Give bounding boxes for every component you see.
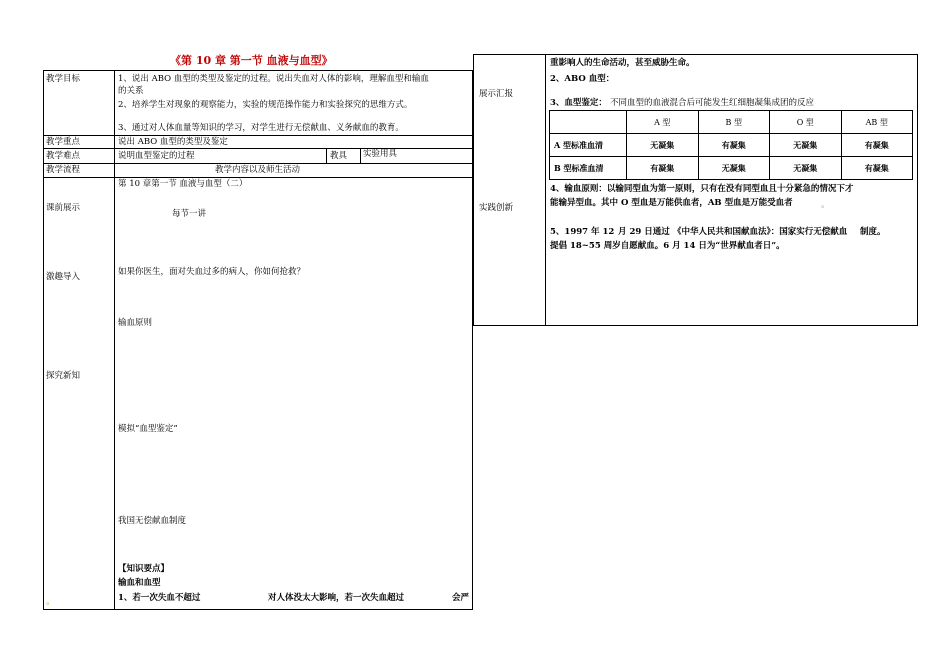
- principle-end-dot: 。: [821, 200, 831, 210]
- continued-line: 重影响人的生命活动，甚至威胁生命。: [550, 58, 695, 68]
- table-cell: 无凝集: [698, 157, 770, 180]
- law-line-1-part-a: 5、1997 年 12: [550, 227, 615, 237]
- identify-text: 不同血型的血液混合后可能发生红细胞凝集成团的反应: [610, 98, 815, 108]
- table-row-header: A 型标准血清: [550, 134, 627, 157]
- report-label: 展示汇报: [479, 89, 514, 99]
- practice-label: 实践创新: [479, 203, 514, 213]
- law-line-1-part-c: 《中华人民共和国献血法》：国家实行无偿献血: [673, 227, 848, 237]
- identify-label: 3、血型鉴定：: [550, 98, 607, 108]
- table-row: [550, 157, 913, 180]
- table-cell: 有凝集: [841, 134, 913, 157]
- margin-dot: 。: [46, 597, 56, 607]
- key-label: 教学重点: [46, 137, 81, 147]
- table-row-header: B 型标准血清: [550, 157, 627, 180]
- row-line-difficulty: [43, 163, 473, 164]
- knowledge-title: 【知识要点】: [118, 564, 170, 574]
- daily-talk: 每节一讲: [172, 209, 207, 219]
- table-cell: 无凝集: [770, 134, 842, 157]
- table-cell: 无凝集: [770, 157, 842, 180]
- section-motivation: 激趣导入: [46, 272, 81, 282]
- simulation-heading: 模拟“血型鉴定”: [118, 424, 178, 434]
- goal-label: 教学目标: [46, 74, 81, 84]
- abo-heading: 2、ABO 血型：: [550, 74, 615, 84]
- law-line-1-part-b: 月 29 日通过: [618, 227, 670, 237]
- row-line-key: [43, 148, 473, 149]
- row-line-flow: [43, 177, 473, 178]
- page-title: 《第 10 章 第一节 血液与血型》: [170, 54, 333, 67]
- flow-label: 教学流程: [46, 165, 81, 175]
- flow-text: 教学内容以及师生活动: [215, 165, 301, 175]
- knowledge-item-1-part-b: 对人体没太大影响，若一次失血超过: [268, 593, 405, 603]
- aids-text: 实验用具: [363, 149, 398, 159]
- goal-line-2: 的关系: [118, 86, 144, 96]
- goal-line-3: 2、培养学生对现象的观察能力，实验的规范操作能力和实验探究的思维方式。: [118, 100, 413, 110]
- abo-blood-type-table: [549, 110, 913, 180]
- donation-system-heading: 我国无偿献血制度: [118, 516, 187, 526]
- knowledge-item-1-part-a: 1、若一次失血不超过: [118, 593, 201, 603]
- table-row: [550, 111, 913, 134]
- left-label-divider: [114, 70, 115, 610]
- section-explore: 探究新知: [46, 371, 81, 381]
- left-lesson-table: [43, 70, 473, 610]
- aids-label: 教具: [330, 151, 348, 161]
- knowledge-item-1-part-c: 会严: [452, 593, 470, 603]
- rescue-question: 如果你医生，面对失血过多的病人，你如何抢救？: [118, 267, 306, 277]
- table-row: [550, 134, 913, 157]
- table-cell: 有凝集: [841, 157, 913, 180]
- row-line-goal: [43, 135, 473, 136]
- transfusion-principle-line-1: 4、输血原则：以输同型血为第一原则，只有在没有同型血且十分紧急的情况下才: [550, 184, 854, 194]
- right-label-divider: [545, 54, 546, 326]
- table-header-cell: A 型: [627, 111, 699, 134]
- law-line-1-part-d: 制度。: [860, 227, 886, 237]
- table-header-cell: AB 型: [841, 111, 913, 134]
- table-cell: 有凝集: [627, 157, 699, 180]
- knowledge-subtitle: 输血和血型: [118, 578, 161, 588]
- table-header-cell: O 型: [770, 111, 842, 134]
- goal-line-1: 1、说出 ABO 血型的类型及鉴定的过程。说出失血对人体的影响，理解血型和输血: [118, 74, 429, 84]
- law-line-2: 提倡 18~55 周岁自愿献血。6 月 14 日为“世界献血者日”。: [550, 241, 785, 251]
- transfusion-principle-heading: 输血原则: [118, 318, 153, 328]
- content-heading: 第 10 章第一节 血液与血型（二）: [118, 179, 248, 189]
- table-cell: 有凝集: [698, 134, 770, 157]
- aids-divider-1: [326, 148, 327, 163]
- section-pre-class: 课前展示: [46, 203, 81, 213]
- difficulty-text: 说明血型鉴定的过程: [118, 151, 195, 161]
- aids-divider-2: [360, 148, 361, 163]
- table-header-cell: B 型: [698, 111, 770, 134]
- difficulty-label: 教学难点: [46, 151, 81, 161]
- transfusion-principle-line-2: 能输异型血。其中 O 型血是万能供血者，AB 型血是万能受血者: [550, 198, 793, 208]
- key-text: 说出 ABO 血型的类型及鉴定: [118, 137, 228, 147]
- table-header-cell: [550, 111, 627, 134]
- goal-line-4: 3、通过对人体血量等知识的学习，对学生进行无偿献血、义务献血的教育。: [118, 123, 404, 133]
- table-cell: 无凝集: [627, 134, 699, 157]
